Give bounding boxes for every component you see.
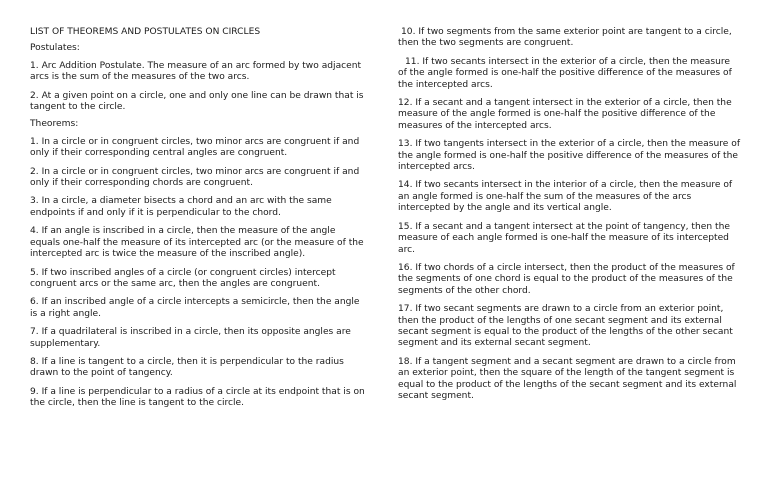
theorem-9: 9. If a line is perpendicular to a radius of a circle at its endpoint that is on the circle, then the line is tangent to the circle. xyxy=(30,386,365,409)
theorem-5: 5. If two inscribed angles of a circle (or congruent circles) intercept congruent arcs or the same arc, then the angles are congruent. xyxy=(30,267,336,289)
theorem-3: 3. In a circle, a diameter bisects a chord and an arc with the same endpoints if and only if it is perpendicular to the chord. xyxy=(30,196,332,218)
theorem-11: 11. If two secants intersect in the exterior of a circle, then the measure of the angle formed is one-half the positive difference of the measures of the intercepted arcs. xyxy=(398,56,732,90)
postulate-2: 2. At a given point on a circle, one and only one line can be drawn that is tangent to the circle. xyxy=(30,90,364,113)
right-column xyxy=(398,27,740,409)
theorem-8: 8. If a line is tangent to a circle, then it is perpendicular to the radius drawn to the point of tangency. xyxy=(30,356,344,379)
theorem-17: 17. If two secant segments are drawn to a circle from an exterior point, then the product of the lengths of one secant segment and its external secant segment is equal to the product of the lengths of the other secant segment and its external secant segment. xyxy=(398,304,733,349)
document-title: LIST OF THEOREMS AND POSTULATES ON CIRCLES xyxy=(30,27,261,37)
postulate-1: 1. Arc Addition Postulate. The measure of an arc formed by two adjacent arcs is the sum of the measures of the two arcs. xyxy=(30,60,362,83)
theorem-18: 18. If a tangent segment and a secant segment are drawn to a circle from an exterior point, then the square of the length of the tangent segment is equal to the product of the lengths of the secant segment and its external secant segment. xyxy=(398,356,737,401)
theorem-7: 7. If a quadrilateral is inscribed in a circle, then its opposite angles are supplementary. xyxy=(30,327,351,349)
theorem-4: 4. If an angle is inscribed in a circle, then the measure of the angle equals one-half the measure of its intercepted arc (or the measure of the intercepted arc is twice the measure of the inscribed angle). xyxy=(30,226,364,260)
left-column xyxy=(30,27,366,417)
theorem-2: 2. In a circle or in congruent circles, two minor arcs are congruent if and only if their corresponding chords are congruent. xyxy=(30,166,360,189)
theorem-16: 16. If two chords of a circle intersect, then the product of the measures of the segments of one chord is equal to the product of the measures of the segments of the other chord. xyxy=(398,262,735,296)
postulates-heading: Postulates: xyxy=(30,43,80,54)
theorem-6: 6. If an inscribed angle of a circle intercepts a semicircle, then the angle is a right angle. xyxy=(30,297,360,319)
theorem-10: 10. If two segments from the same exterior point are tangent to a circle, then the two segments are congruent. xyxy=(398,27,732,49)
theorem-12: 12. If a secant and a tangent intersect in the exterior of a circle, then the measure of the angle formed is one-half the positive difference of the measures of the intercepted arcs. xyxy=(398,98,732,131)
theorem-13: 13. If two tangents intersect in the exterior of a circle, then the measure of the angle formed is one-half the positive difference of the measures of the intercepted arcs. xyxy=(398,139,741,173)
theorems-heading: Theorems: xyxy=(30,119,79,130)
theorem-14: 14. If two secants intersect in the interior of a circle, then the measure of an angle formed is one-half the sum of the measures of the arcs intercepted by the angle and its vertical angle. xyxy=(398,180,733,214)
theorem-1: 1. In a circle or in congruent circles, two minor arcs are congruent if and only if their corresponding central angles are congruent. xyxy=(30,136,360,159)
theorem-15: 15. If a secant and a tangent intersect at the point of tangency, then the measure of each angle formed is one-half the measure of its intercepted arc. xyxy=(398,221,730,255)
